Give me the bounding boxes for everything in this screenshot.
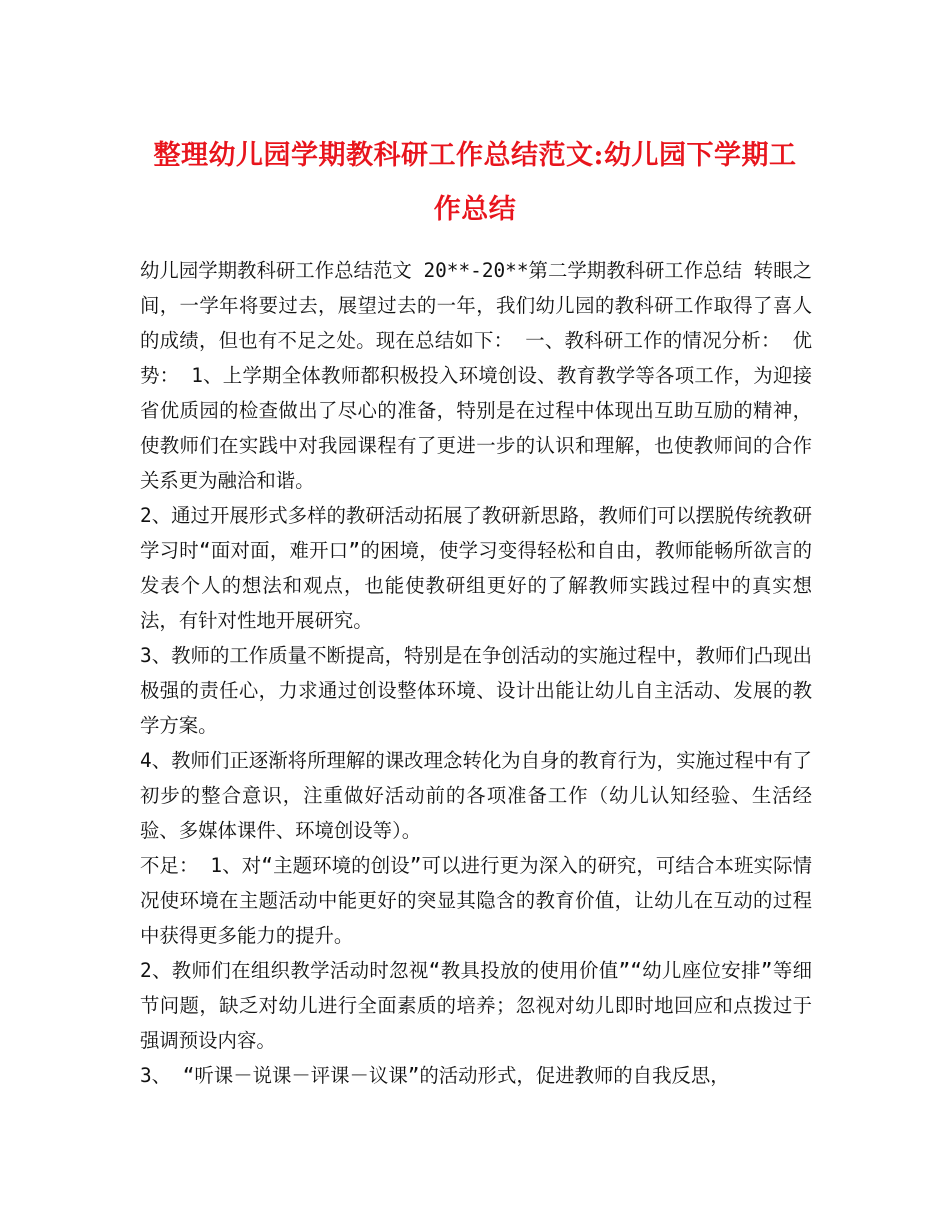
document-title: 整理幼儿园学期教科研工作总结范文:幼儿园下学期工作总结 <box>153 140 797 225</box>
paragraph-shortcoming-1: 不足： 1、对“主题环境的创设”可以进行更为深入的研究，可结合本班实际情况使环境在主题活动中能更好的突显其隐含的教育价值，让幼儿在互动的过程中获得更多能力的提升。 <box>140 854 812 947</box>
paragraph-advantage-2: 2、通过开展形式多样的教研活动拓展了教研新思路，教师们可以摆脱传统教研学习时“面对面，难开口”的困境，使学习变得轻松和自由，教师能畅所欲言的发表个人的想法和观点，也能使教研组更好的了解教师实践过程中的真实想法，有针对性地开展研究。 <box>140 504 812 632</box>
paragraph-shortcoming-3: 3、 “听课－说课－评课－议课”的活动形式，促进教师的自我反思， <box>140 1064 730 1087</box>
paragraph-shortcoming-2: 2、教师们在组织教学活动时忽视“教具投放的使用价值”“幼儿座位安排”等细节问题，缺乏对幼儿进行全面素质的培养；忽视对幼儿即时地回应和点拨过于强调预设内容。 <box>140 959 812 1052</box>
document-body <box>140 253 812 1093</box>
paragraph-intro: 幼儿园学期教科研工作总结范文 20**-20**第二学期教科研工作总结 转眼之间，一学年将要过去，展望过去的一年，我们幼儿园的教科研工作取得了喜人的成绩，但也有不足之处。现在总结如下： 一、教科研工作的情况分析： 优势： 1、上学期全体教师都积极投入环境创设、教育教学等各项工作，为迎接省优质园的检查做出了尽心的准备，特别是在过程中体现出互助互励的精神，使教师们在实践中对我园课程有了更进一步的认识和理解，也使教师间的合作关系更为融洽和谐。 <box>140 259 812 492</box>
paragraph-advantage-4: 4、教师们正逐渐将所理解的课改理念转化为自身的教育行为，实施过程中有了初步的整合意识，注重做好活动前的各项准备工作（幼儿认知经验、生活经验、多媒体课件、环境创设等）。 <box>140 749 812 842</box>
paragraph-advantage-3: 3、教师的工作质量不断提高，特别是在争创活动的实施过程中，教师们凸现出极强的责任心，力求通过创设整体环境、设计出能让幼儿自主活动、发展的教学方案。 <box>140 644 812 737</box>
